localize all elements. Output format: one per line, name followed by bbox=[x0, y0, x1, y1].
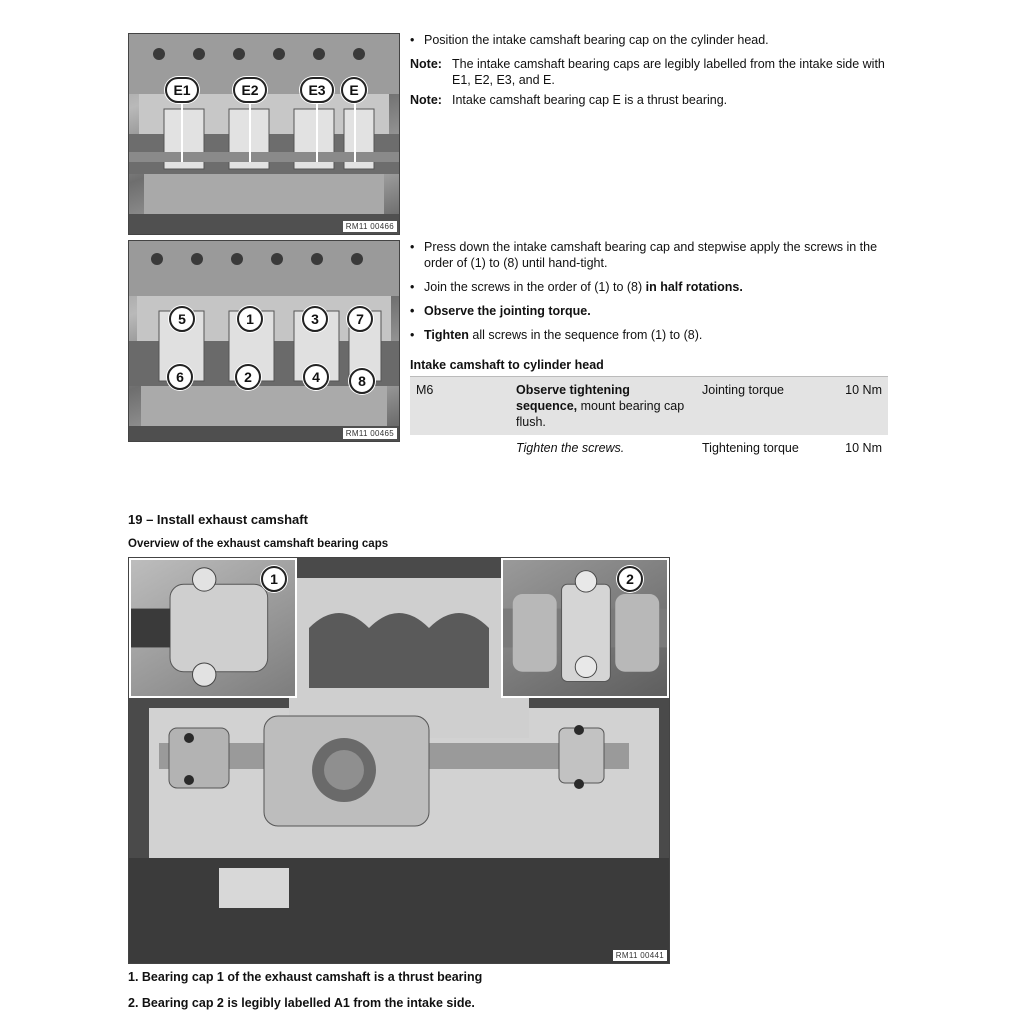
instruction-text: mount bearing cap flush. bbox=[516, 399, 685, 429]
note-text: The intake camshaft bearing caps are legibly labelled from the intake side with E1, E2, E3, and E. bbox=[452, 57, 885, 87]
bullet-observe-torque: • Observe the jointing torque. bbox=[410, 303, 888, 319]
note-text: Intake camshaft bearing cap E is a thrust bearing. bbox=[452, 93, 728, 107]
inset-a1-label bbox=[501, 558, 669, 698]
callout-e3: E3 bbox=[300, 77, 334, 103]
bullet-half-rotations bbox=[410, 279, 888, 295]
caption-thrust-bearing: 1. Bearing cap 1 of the exhaust camshaft is a thrust bearing bbox=[128, 970, 483, 984]
table-row bbox=[410, 435, 888, 461]
bullet-tighten bbox=[410, 327, 888, 343]
inset-thrust-bearing bbox=[129, 558, 297, 698]
engine-illustration bbox=[129, 34, 399, 234]
figure-ref: RM11 00465 bbox=[343, 428, 397, 439]
torque-table bbox=[410, 376, 888, 461]
engine-illustration bbox=[129, 241, 399, 441]
section-subheading: Overview of the exhaust camshaft bearing caps bbox=[128, 538, 389, 550]
callout-5: 5 bbox=[169, 306, 195, 332]
torque-type: Jointing torque bbox=[696, 377, 808, 436]
bullet-emphasis: in half rotations. bbox=[645, 280, 743, 294]
screw-size: M6 bbox=[410, 377, 510, 436]
instructions-position-cap bbox=[410, 32, 888, 112]
table-title: Intake camshaft to cylinder head bbox=[410, 358, 604, 372]
instructions-tighten bbox=[410, 239, 888, 351]
table-row bbox=[410, 377, 888, 436]
callout-4: 4 bbox=[303, 364, 329, 390]
figure-ref: RM11 00441 bbox=[613, 950, 667, 961]
callout-8: 8 bbox=[349, 368, 375, 394]
bullet-text: all screws in the sequence from (1) to (8). bbox=[468, 328, 703, 342]
callout-2: 2 bbox=[235, 364, 261, 390]
section-heading: 19 – Install exhaust camshaft bbox=[128, 512, 308, 527]
instruction-cell: Tighten the screws. bbox=[516, 441, 625, 455]
screw-size bbox=[410, 435, 510, 461]
engine-photo-exhaust-camshaft bbox=[128, 557, 670, 964]
note-thrust bbox=[410, 92, 888, 108]
callout-e1: E1 bbox=[165, 77, 199, 103]
callout-7: 7 bbox=[347, 306, 373, 332]
bullet-position-cap: • Position the intake camshaft bearing cap on the cylinder head. bbox=[410, 32, 888, 48]
figure-ref: RM11 00466 bbox=[343, 221, 397, 232]
torque-value: 10 Nm bbox=[845, 441, 882, 455]
bullet-emphasis: Tighten bbox=[424, 328, 469, 342]
torque-type: Tightening torque bbox=[702, 441, 799, 455]
instruction-emphasis: Observe tightening sequence, bbox=[516, 383, 630, 413]
note-label: Note: bbox=[410, 57, 442, 71]
caption-a1-label: 2. Bearing cap 2 is legibly labelled A1 from the intake side. bbox=[128, 996, 475, 1010]
callout-1: 1 bbox=[261, 566, 287, 592]
engine-photo-tightening-sequence bbox=[128, 240, 400, 442]
callout-1: 1 bbox=[237, 306, 263, 332]
callout-2: 2 bbox=[617, 566, 643, 592]
note-labelled bbox=[410, 56, 888, 88]
bullet-press-down: • Press down the intake camshaft bearing cap and stepwise apply the screws in the order of (1) to (8) until hand-tight. bbox=[410, 239, 888, 271]
note-label: Note: bbox=[410, 93, 442, 107]
callout-3: 3 bbox=[302, 306, 328, 332]
callout-e: E bbox=[341, 77, 367, 103]
engine-photo-intake-caps bbox=[128, 33, 400, 235]
instruction-cell bbox=[510, 377, 696, 436]
bullet-text: Join the screws in the order of (1) to (8) bbox=[424, 280, 646, 294]
torque-value: 10 Nm bbox=[808, 377, 888, 436]
callout-6: 6 bbox=[167, 364, 193, 390]
callout-e2: E2 bbox=[233, 77, 267, 103]
